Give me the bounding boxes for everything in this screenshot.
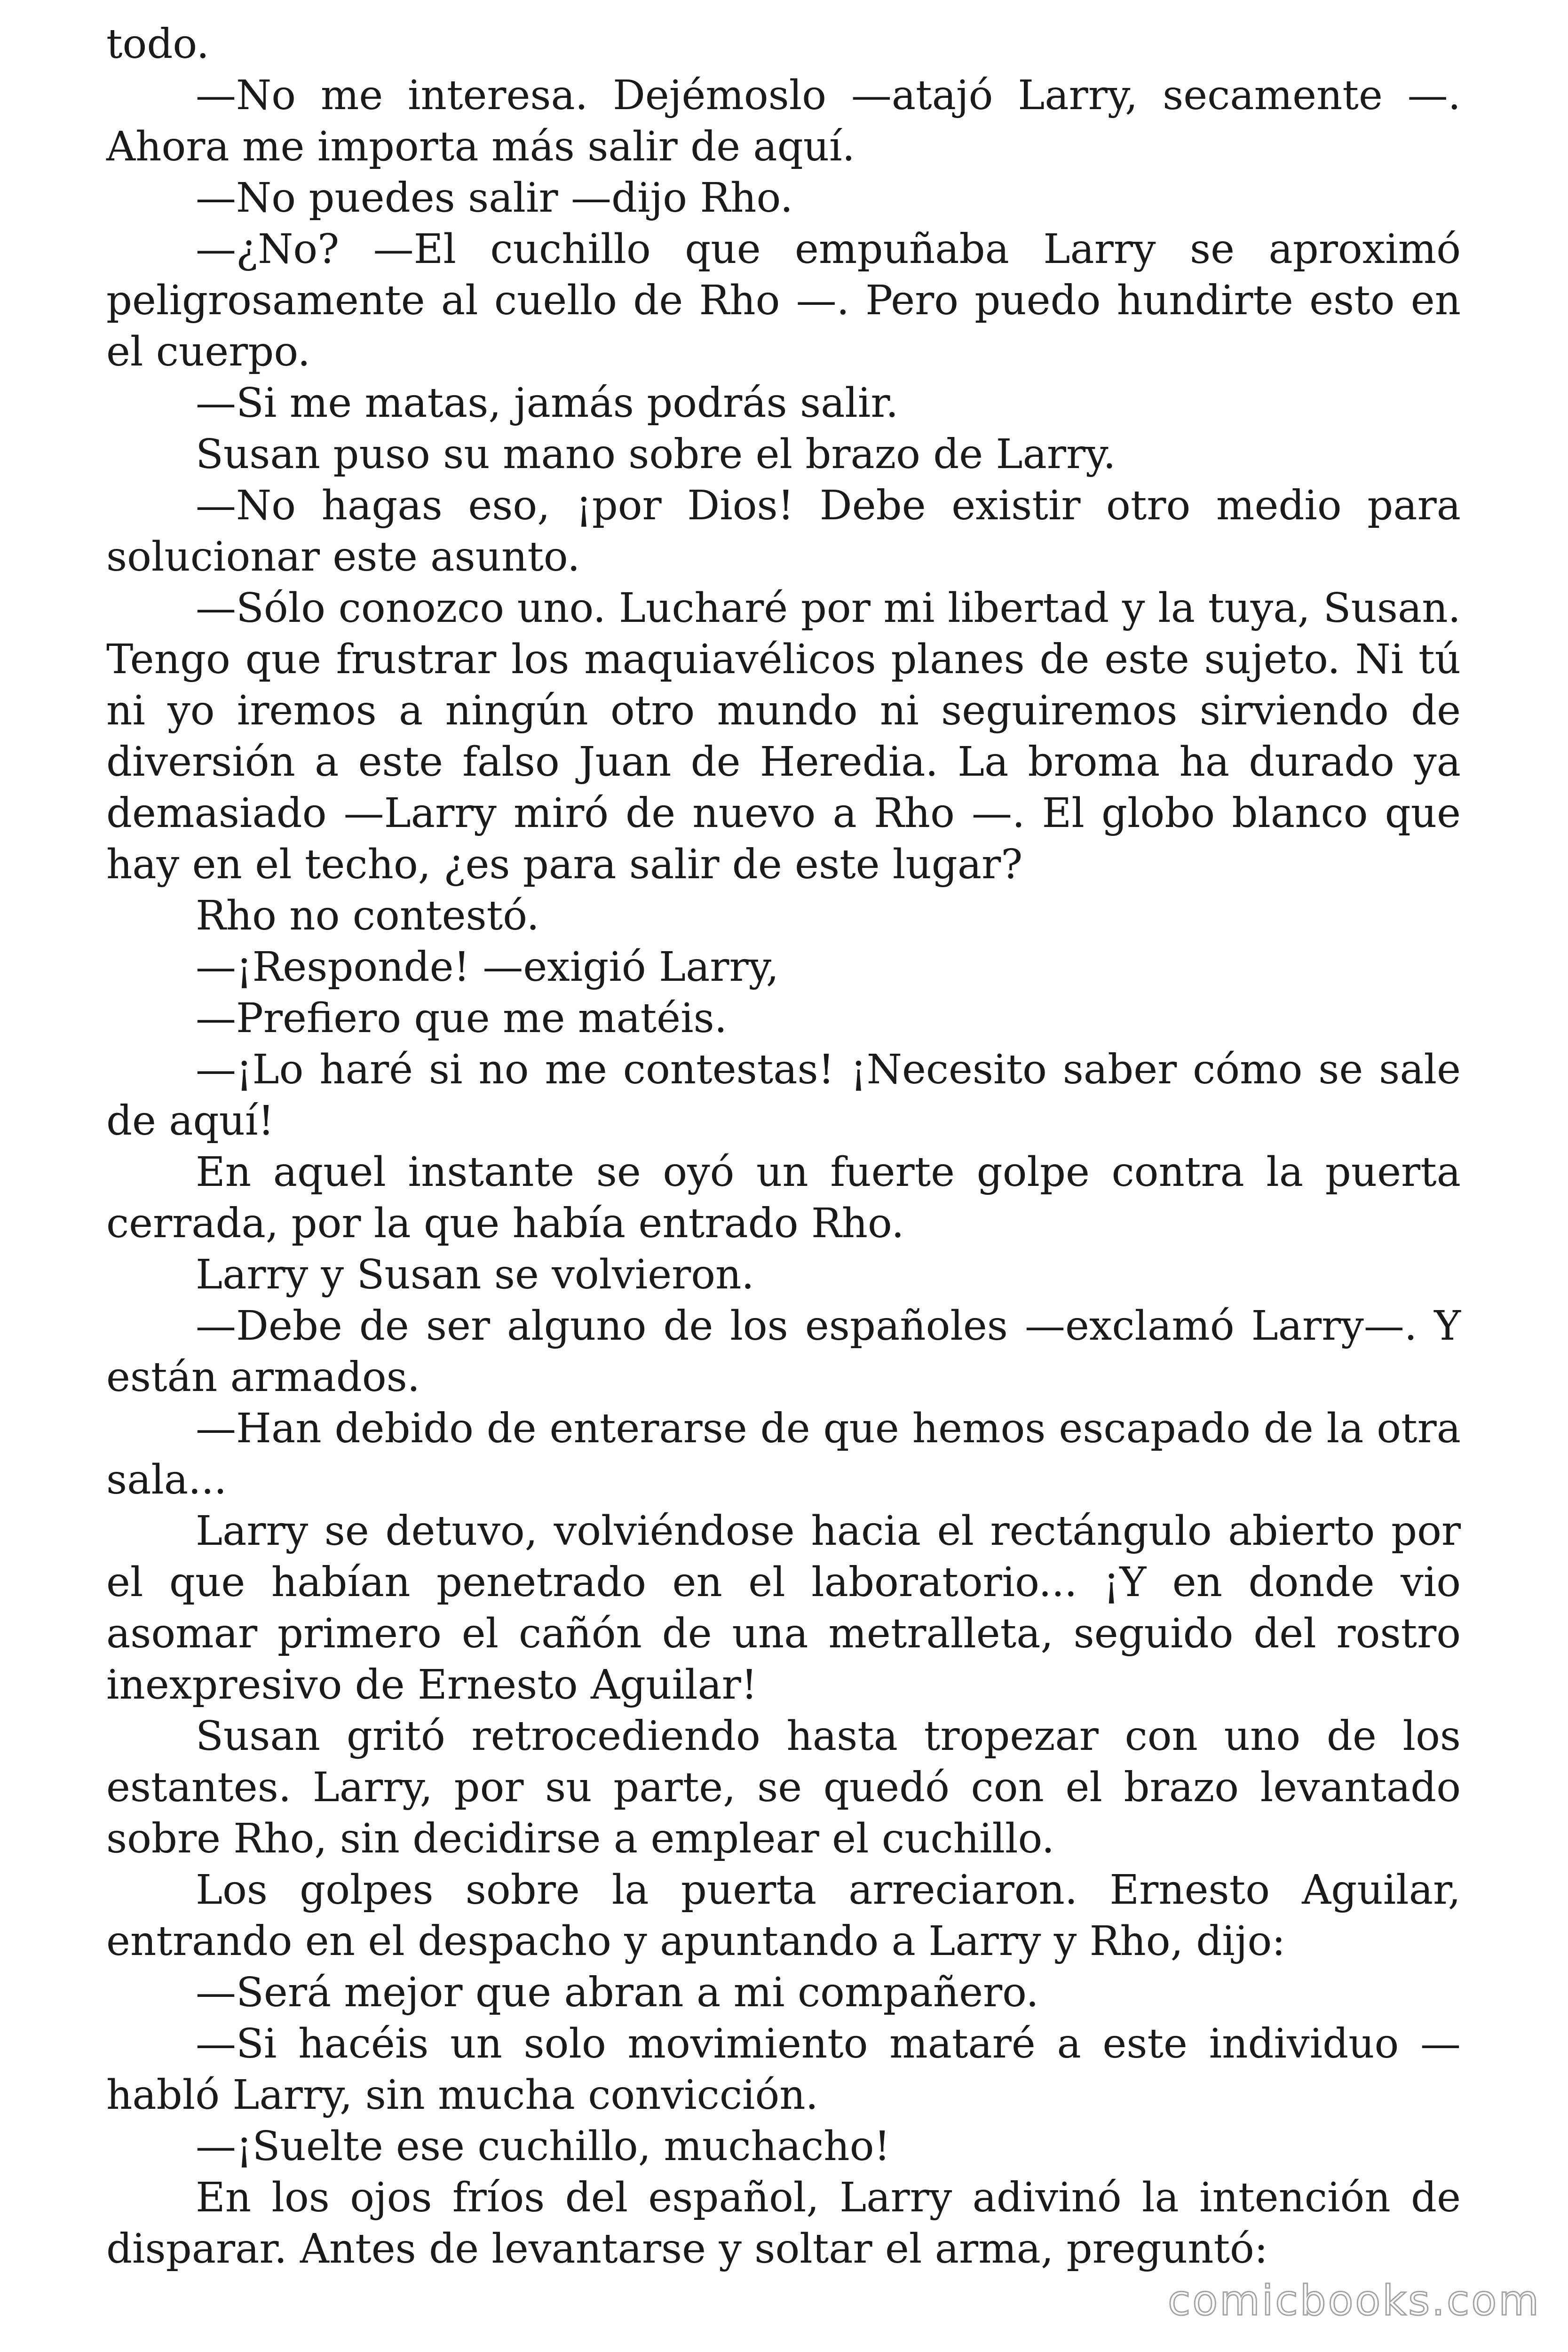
paragraph: —Sólo conozco uno. Lucharé por mi libertad y la tuya, Susan. Tengo que frustrar los maquiavélicos planes de este sujeto. Ni tú ni yo iremos a ningún otro mundo ni seguiremos sirviendo de diversión a este falso Juan de Heredia. La broma ha durado ya demasiado —Larry miró de nuevo a Rho —. El globo blanco que hay en el techo, ¿es para salir de este lugar? [106,585,1461,888]
paragraph: Susan puso su mano sobre el brazo de Larry. [196,431,1116,478]
paragraph: —¡Responde! —exigió Larry, [196,944,779,991]
paragraph: Larry se detuvo, volviéndose hacia el rectángulo abierto por el que habían penetrado en el laboratorio... ¡Y en donde vio asomar primero el cañón de una metralleta, seguido del rostro inexpresivo de Ernesto Aguilar! [106,1508,1461,1708]
paragraph: —Prefiero que me matéis. [196,995,728,1042]
paragraph: Rho no contestó. [196,892,539,939]
paragraph: —¡Lo haré si no me contestas! ¡Necesito saber cómo se sale de aquí! [106,1046,1461,1144]
watermark: comicbooks.com [1167,2276,1541,2325]
paragraph: —¡Suelte ese cuchillo, muchacho! [196,2123,891,2170]
paragraph: Larry y Susan se volvieron. [196,1251,754,1298]
paragraph: Susan gritó retrocediendo hasta tropezar con uno de los estantes. Larry, por su parte, se quedó con el brazo levantado sobre Rho, sin decidirse a emplear el cuchillo. [106,1713,1461,1862]
paragraph: —¿No? —El cuchillo que empuñaba Larry se aproximó peligrosamente al cuello de Rho —. Pero puedo hundirte esto en el cuerpo. [106,226,1461,375]
paragraph: En aquel instante se oyó un fuerte golpe contra la puerta cerrada, por la que había entrado Rho. [106,1149,1461,1247]
paragraph: —Debe de ser alguno de los españoles —exclamó Larry—. Y están armados. [106,1303,1461,1401]
paragraph: En los ojos fríos del español, Larry adivinó la intención de disparar. Antes de levantarse y soltar el arma, preguntó: [106,2174,1461,2273]
paragraph: —Si hacéis un solo movimiento mataré a este individuo —habló Larry, sin mucha convicción. [106,2020,1461,2119]
page-text [106,19,1461,2275]
paragraph: —Si me matas, jamás podrás salir. [196,380,899,427]
paragraph: Los golpes sobre la puerta arreciaron. Ernesto Aguilar, entrando en el despacho y apuntando a Larry y Rho, dijo: [106,1867,1461,1965]
paragraph: —Han debido de enterarse de que hemos escapado de la otra sala... [106,1405,1461,1503]
paragraph: —No hagas eso, ¡por Dios! Debe existir otro medio para solucionar este asunto. [106,482,1461,580]
paragraph: —Será mejor que abran a mi compañero. [196,1969,1039,2016]
paragraph: —No puedes salir —dijo Rho. [196,175,793,222]
paragraph: —No me interesa. Dejémoslo —atajó Larry, secamente —. Ahora me importa más salir de aquí. [106,72,1461,170]
paragraph: todo. [106,21,209,68]
